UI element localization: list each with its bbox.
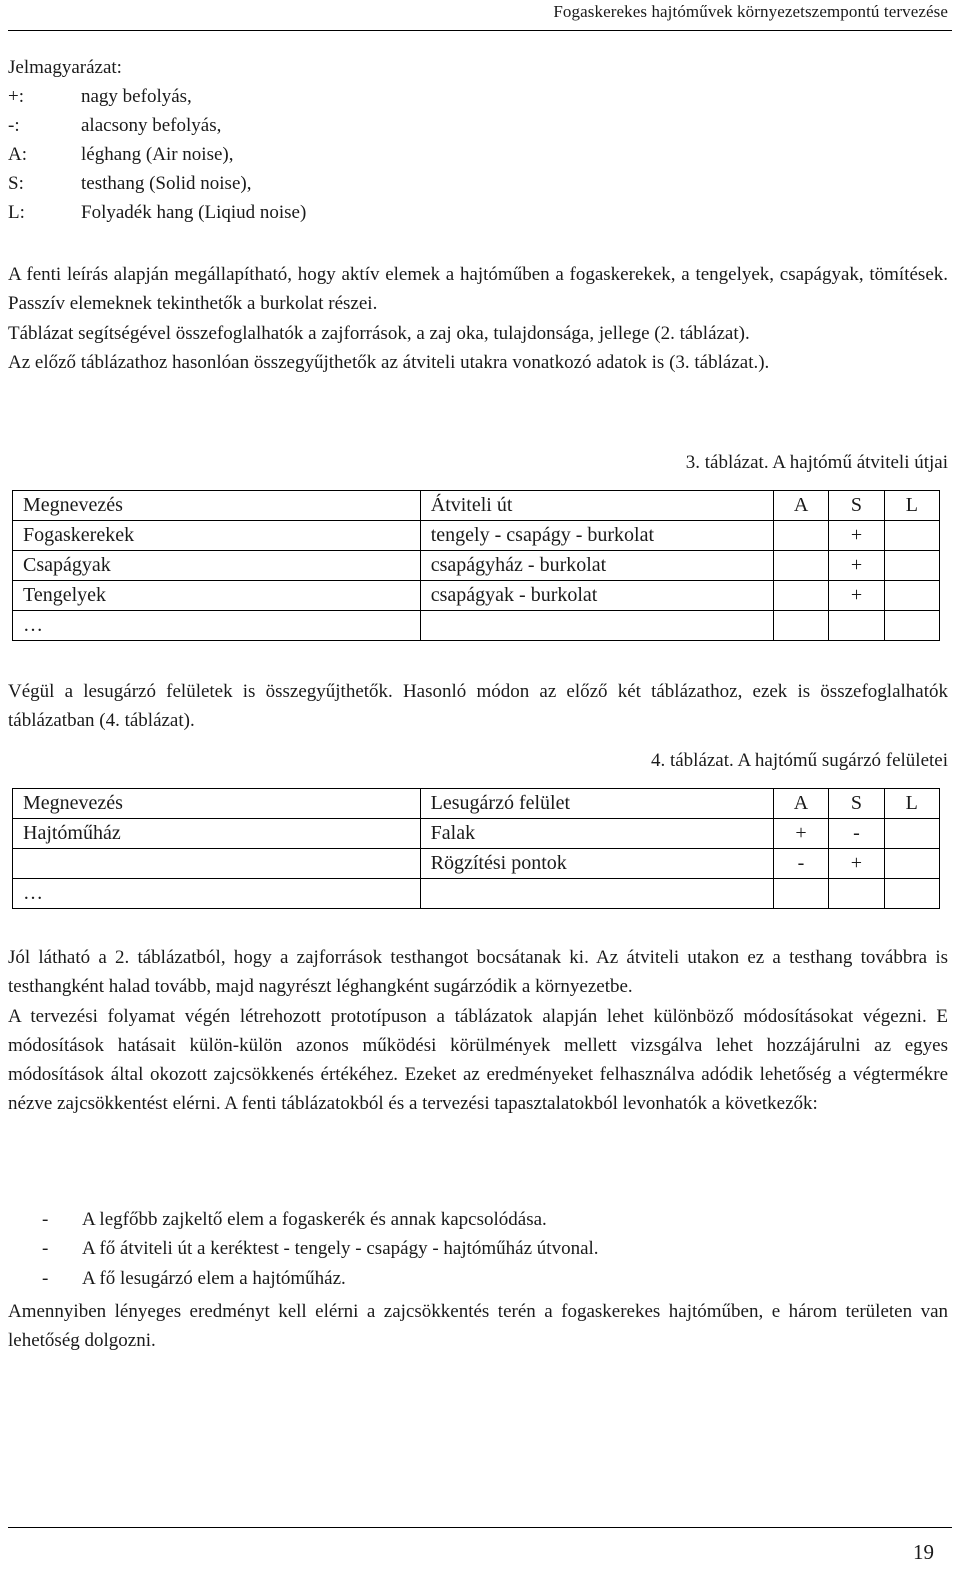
body-text-block-3 bbox=[8, 943, 948, 1119]
table-cell: tengely - csapágy - burkolat bbox=[420, 521, 773, 551]
table-row bbox=[13, 879, 940, 909]
bullet-dash: - bbox=[42, 1268, 49, 1289]
table-cell bbox=[420, 879, 773, 909]
legend-value: testhang (Solid noise), bbox=[81, 173, 252, 194]
table-cell: Hajtóműház bbox=[13, 819, 421, 849]
legend-key: +: bbox=[8, 86, 24, 107]
table-cell: + bbox=[773, 819, 828, 849]
table-row bbox=[13, 521, 940, 551]
table-cell bbox=[773, 551, 828, 581]
paragraph: Táblázat segítségével összefoglalhatók a zajforrások, a zaj oka, tulajdonsága, jellege (2. táblázat). bbox=[8, 322, 750, 344]
bullet-dash: - bbox=[42, 1209, 49, 1230]
paragraph: Az előző táblázathoz hasonlóan összegyűjthetők az átviteli utakra vonatkozó adatok is (3. táblázat.). bbox=[8, 351, 770, 373]
legend-key: S: bbox=[8, 173, 24, 194]
table-header-cell: L bbox=[884, 789, 939, 819]
table-cell bbox=[13, 849, 421, 879]
table-header-cell: S bbox=[829, 789, 884, 819]
table-cell: Csapágyak bbox=[13, 551, 421, 581]
table-cell bbox=[829, 879, 884, 909]
body-text-block-4 bbox=[8, 1297, 948, 1356]
table-cell bbox=[773, 611, 828, 641]
table-row bbox=[13, 611, 940, 641]
table-cell: + bbox=[829, 521, 884, 551]
table-cell bbox=[420, 611, 773, 641]
table-header-cell: Lesugárzó felület bbox=[420, 789, 773, 819]
bullet-text: A fő lesugárzó elem a hajtóműház. bbox=[82, 1268, 346, 1289]
table-cell bbox=[773, 581, 828, 611]
table-header-cell: Megnevezés bbox=[13, 491, 421, 521]
paragraph: Jól látható a 2. táblázatból, hogy a zajforrások testhangot bocsátanak ki. Az átviteli utakon ez a testhang továbbra is testhangként halad tovább, majd nagyrészt léghangként sugárzódik a környezetbe. bbox=[8, 947, 948, 998]
table-4 bbox=[12, 788, 940, 909]
table-header-cell: A bbox=[773, 789, 828, 819]
table-cell bbox=[884, 611, 939, 641]
table-cell bbox=[884, 521, 939, 551]
table-cell bbox=[884, 819, 939, 849]
table-row bbox=[13, 551, 940, 581]
legend-value: léghang (Air noise), bbox=[81, 144, 234, 165]
table-cell bbox=[773, 521, 828, 551]
body-text-block-1 bbox=[8, 260, 948, 377]
table-header-cell: L bbox=[884, 491, 939, 521]
legend-value: nagy befolyás, bbox=[81, 86, 192, 107]
bullet-text: A legfőbb zajkeltő elem a fogaskerék és annak kapcsolódása. bbox=[82, 1209, 547, 1230]
paragraph: Amennyiben lényeges eredményt kell elérni a zajcsökkentés terén a fogaskerekes hajtóműben, e három területen van lehetőség dolgozni. bbox=[8, 1301, 948, 1352]
legend-value: alacsony befolyás, bbox=[81, 115, 222, 136]
table-header-row bbox=[13, 491, 940, 521]
table-cell: Fogaskerekek bbox=[13, 521, 421, 551]
table-header-cell: Megnevezés bbox=[13, 789, 421, 819]
table-row bbox=[13, 849, 940, 879]
table-header-row bbox=[13, 789, 940, 819]
table-cell: csapágyház - burkolat bbox=[420, 551, 773, 581]
table-header-cell: Átviteli út bbox=[420, 491, 773, 521]
running-header-title: Fogaskerekes hajtóművek környezetszempontú tervezése bbox=[553, 2, 948, 21]
table-cell: csapágyak - burkolat bbox=[420, 581, 773, 611]
legend-key: L: bbox=[8, 202, 25, 223]
table-cell: + bbox=[829, 551, 884, 581]
table-header-cell: A bbox=[773, 491, 828, 521]
table-row bbox=[13, 819, 940, 849]
table-cell bbox=[829, 611, 884, 641]
table-cell bbox=[773, 879, 828, 909]
table-cell bbox=[884, 879, 939, 909]
page-number: 19 bbox=[913, 1540, 934, 1564]
footer-divider bbox=[8, 1527, 952, 1528]
table-cell: Rögzítési pontok bbox=[420, 849, 773, 879]
legend-key: -: bbox=[8, 115, 20, 136]
table-cell: Tengelyek bbox=[13, 581, 421, 611]
table-cell bbox=[884, 551, 939, 581]
table-3 bbox=[12, 490, 940, 641]
bullet-dash: - bbox=[42, 1238, 49, 1259]
body-text-block-2 bbox=[8, 677, 948, 736]
header-divider bbox=[8, 30, 952, 31]
paragraph: Végül a lesugárzó felületek is összegyűjthetők. Hasonló módon az előző két táblázathoz, ezek is összefoglalhatók táblázatban (4. táblázat). bbox=[8, 681, 948, 732]
table-cell: - bbox=[773, 849, 828, 879]
table-cell: - bbox=[829, 819, 884, 849]
table-3-caption: 3. táblázat. A hajtómű átviteli útjai bbox=[685, 452, 948, 473]
table-cell: … bbox=[13, 611, 421, 641]
table-header-cell: S bbox=[829, 491, 884, 521]
paragraph: A tervezési folyamat végén létrehozott prototípuson a táblázatok alapján lehet különböző módosításokat végezni. E módosítások hatásait külön-külön azonos működési körülmények mellett vizsgálva lehet hozzájárulni az egyes módosítások által okozott zajcsökkenés értékéhez. Ezeket az eredményeket felhasználva adódik lehetőség a végtermékre nézve zajcsökkentést elérni. A fenti táblázatokból és a tervezési tapasztalatokból levonhatók a következők: bbox=[8, 1005, 948, 1115]
table-cell: + bbox=[829, 849, 884, 879]
table-cell: … bbox=[13, 879, 421, 909]
legend-value: Folyadék hang (Liqiud noise) bbox=[81, 202, 307, 223]
bullet-text: A fő átviteli út a keréktest - tengely - csapágy - hajtóműház útvonal. bbox=[82, 1238, 599, 1259]
legend-title: Jelmagyarázat: bbox=[8, 57, 122, 78]
table-4-caption: 4. táblázat. A hajtómű sugárzó felületei bbox=[650, 750, 948, 771]
table-cell: Falak bbox=[420, 819, 773, 849]
table-row bbox=[13, 581, 940, 611]
table-cell: + bbox=[829, 581, 884, 611]
table-cell bbox=[884, 849, 939, 879]
table-cell bbox=[884, 581, 939, 611]
legend-key: A: bbox=[8, 144, 27, 165]
paragraph: A fenti leírás alapján megállapítható, hogy aktív elemek a hajtóműben a fogaskerekek, a tengelyek, csapágyak, tömítések. Passzív elemeknek tekinthetők a burkolat részei. bbox=[8, 264, 948, 315]
